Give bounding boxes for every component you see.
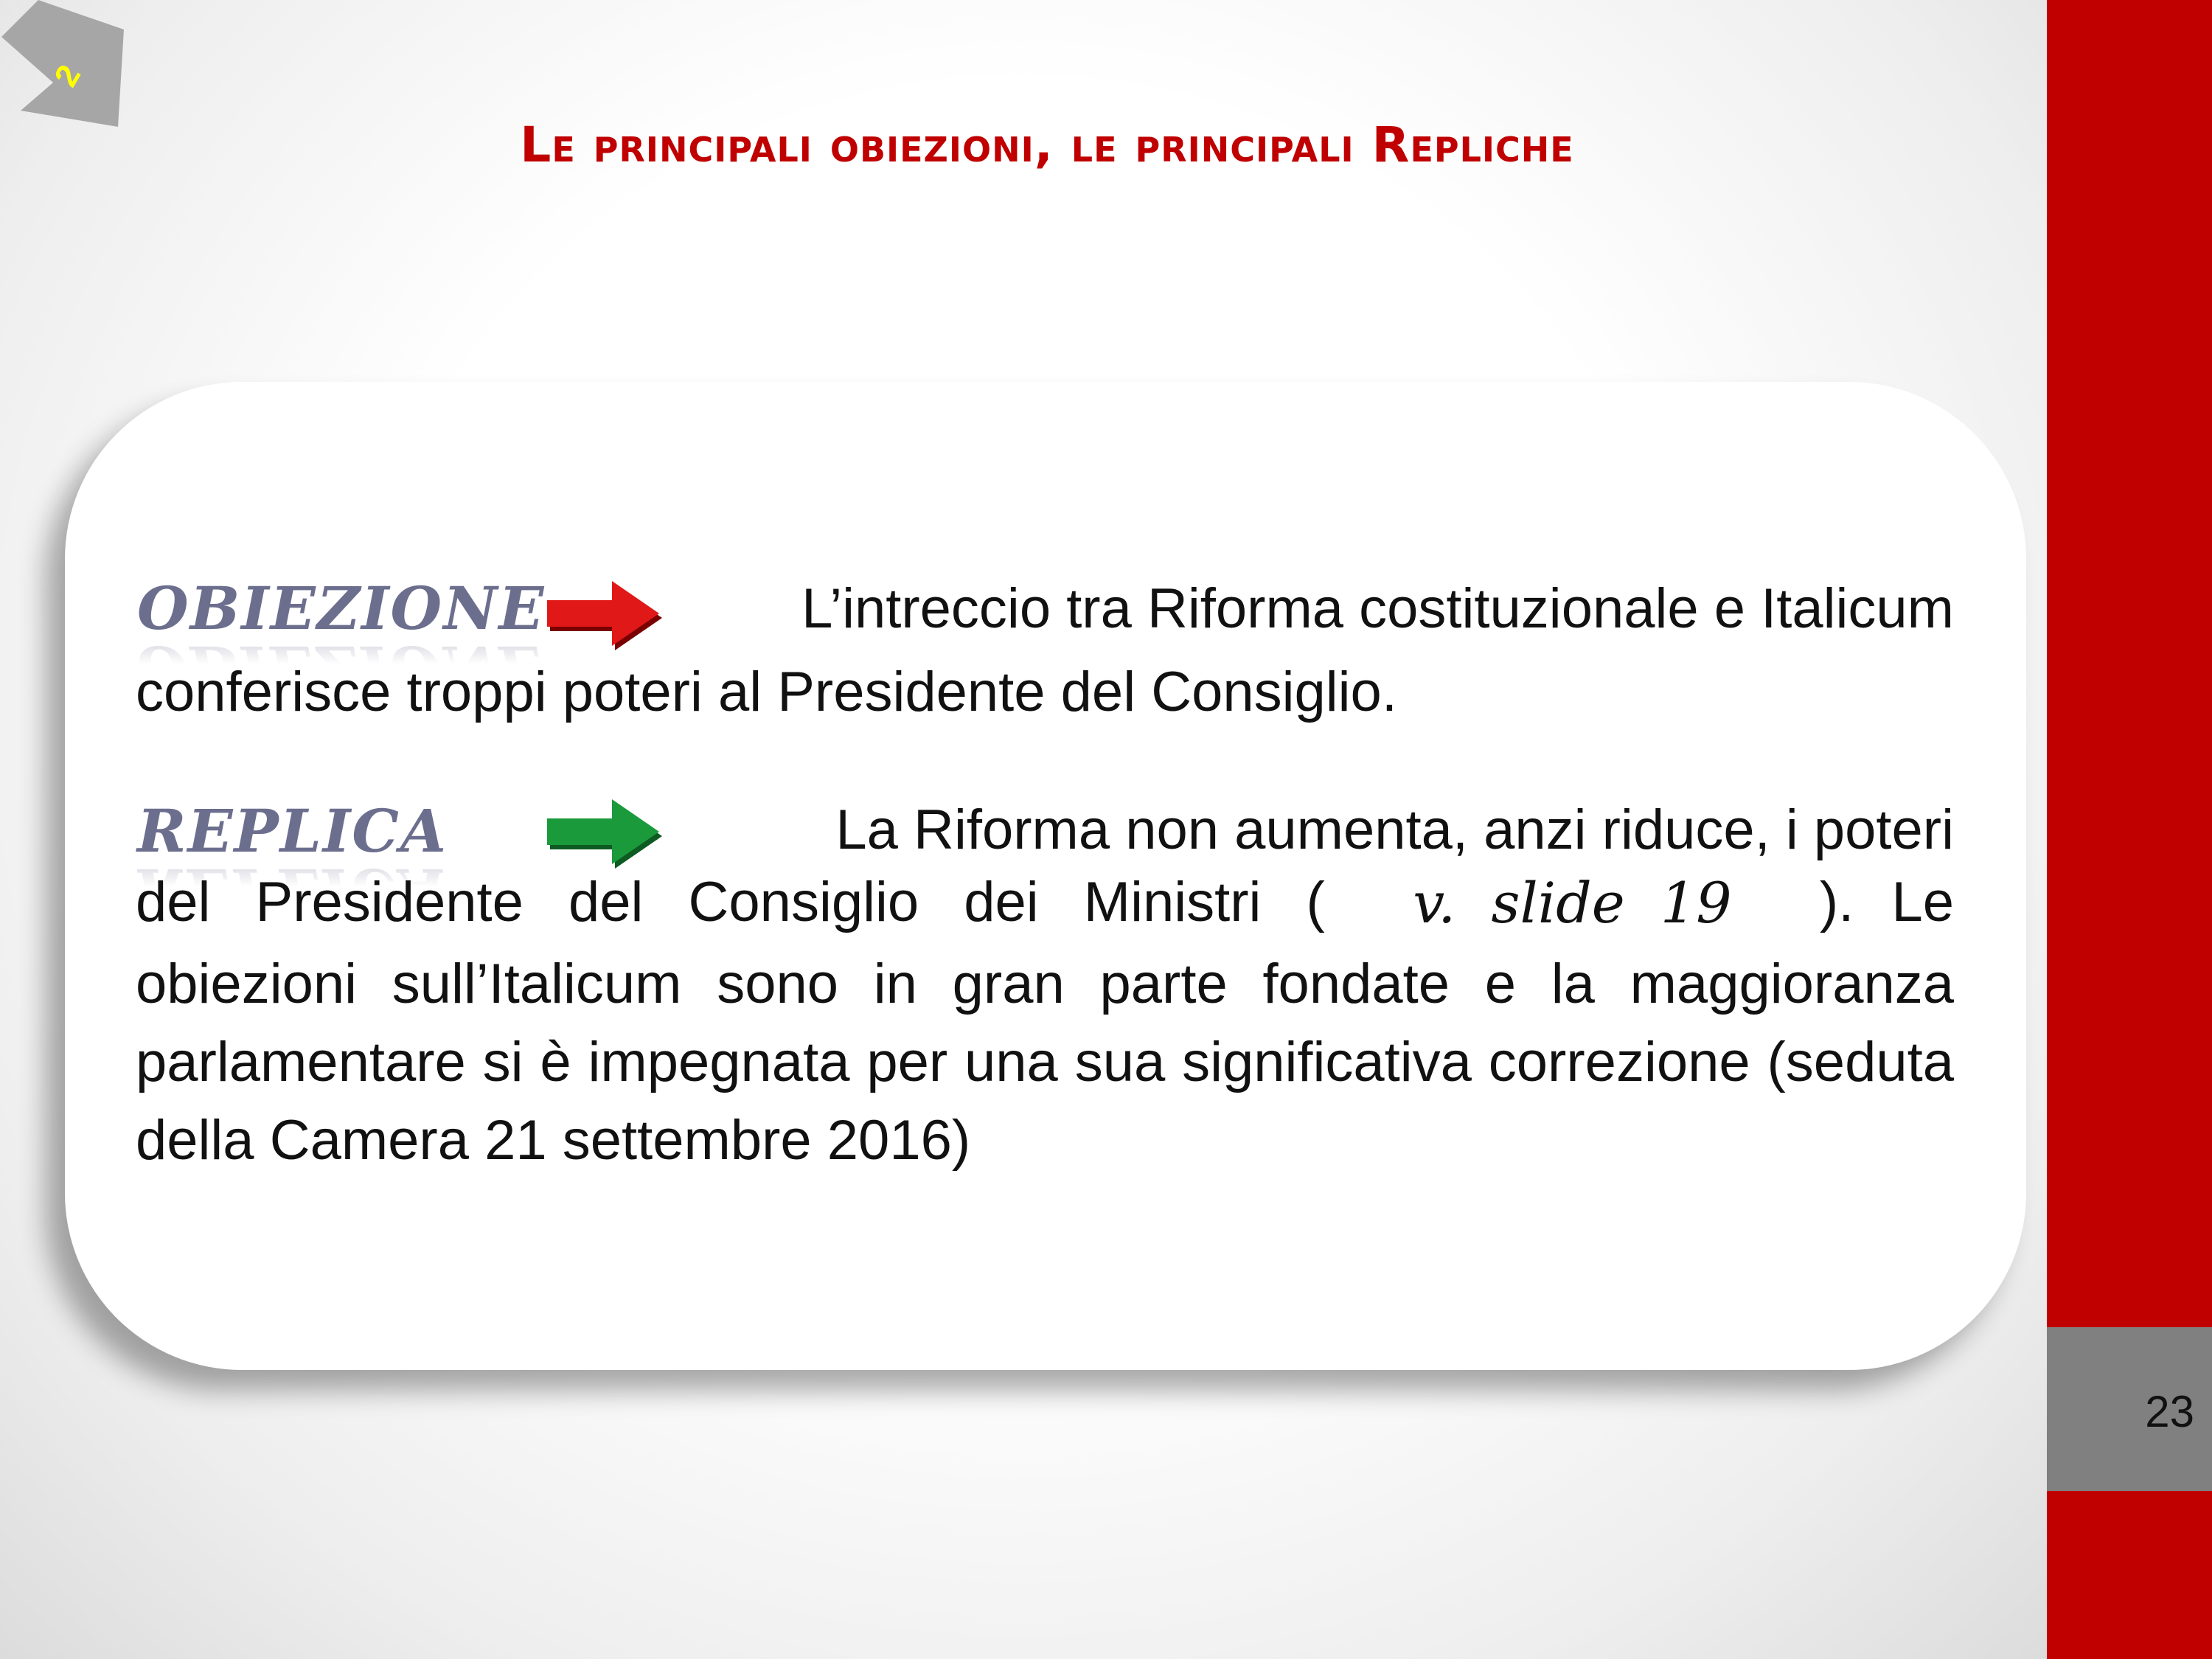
replica-text: obiezioni sull’Italicum sono in gran parte fondate e la maggioranza parlamentare si è impegnata per una sua significativa correzione (seduta della Camera 21 settembre 2016) (136, 953, 1954, 1172)
red-arrow-icon (544, 577, 662, 650)
obiezione-text: conferisce troppi poteri al Presidente del Consiglio. (136, 661, 1397, 723)
replica-line2-a: del Presidente del Consiglio dei Ministri ( (136, 871, 1325, 933)
page-number: 23 (2145, 1387, 2194, 1436)
slide-title: Le principali obiezioni, le principali Repliche (520, 116, 1574, 173)
replica-label: REPLICA (137, 796, 448, 866)
green-arrow-icon (544, 795, 662, 869)
replica-second-line (136, 870, 1954, 936)
replica-first-line: La Riforma non aumenta, anzi riduce, i poteri (835, 799, 1954, 861)
obiezione-label: OBIEZIONE (137, 574, 546, 643)
replica-slide-ref: v. slide 19 (1413, 870, 1732, 936)
replica-line2-b: ). Le (1819, 871, 1954, 933)
corner-number: 2 (47, 58, 88, 93)
obiezione-first-line: L’intreccio tra Riforma costituzionale e Italicum (801, 577, 1954, 640)
